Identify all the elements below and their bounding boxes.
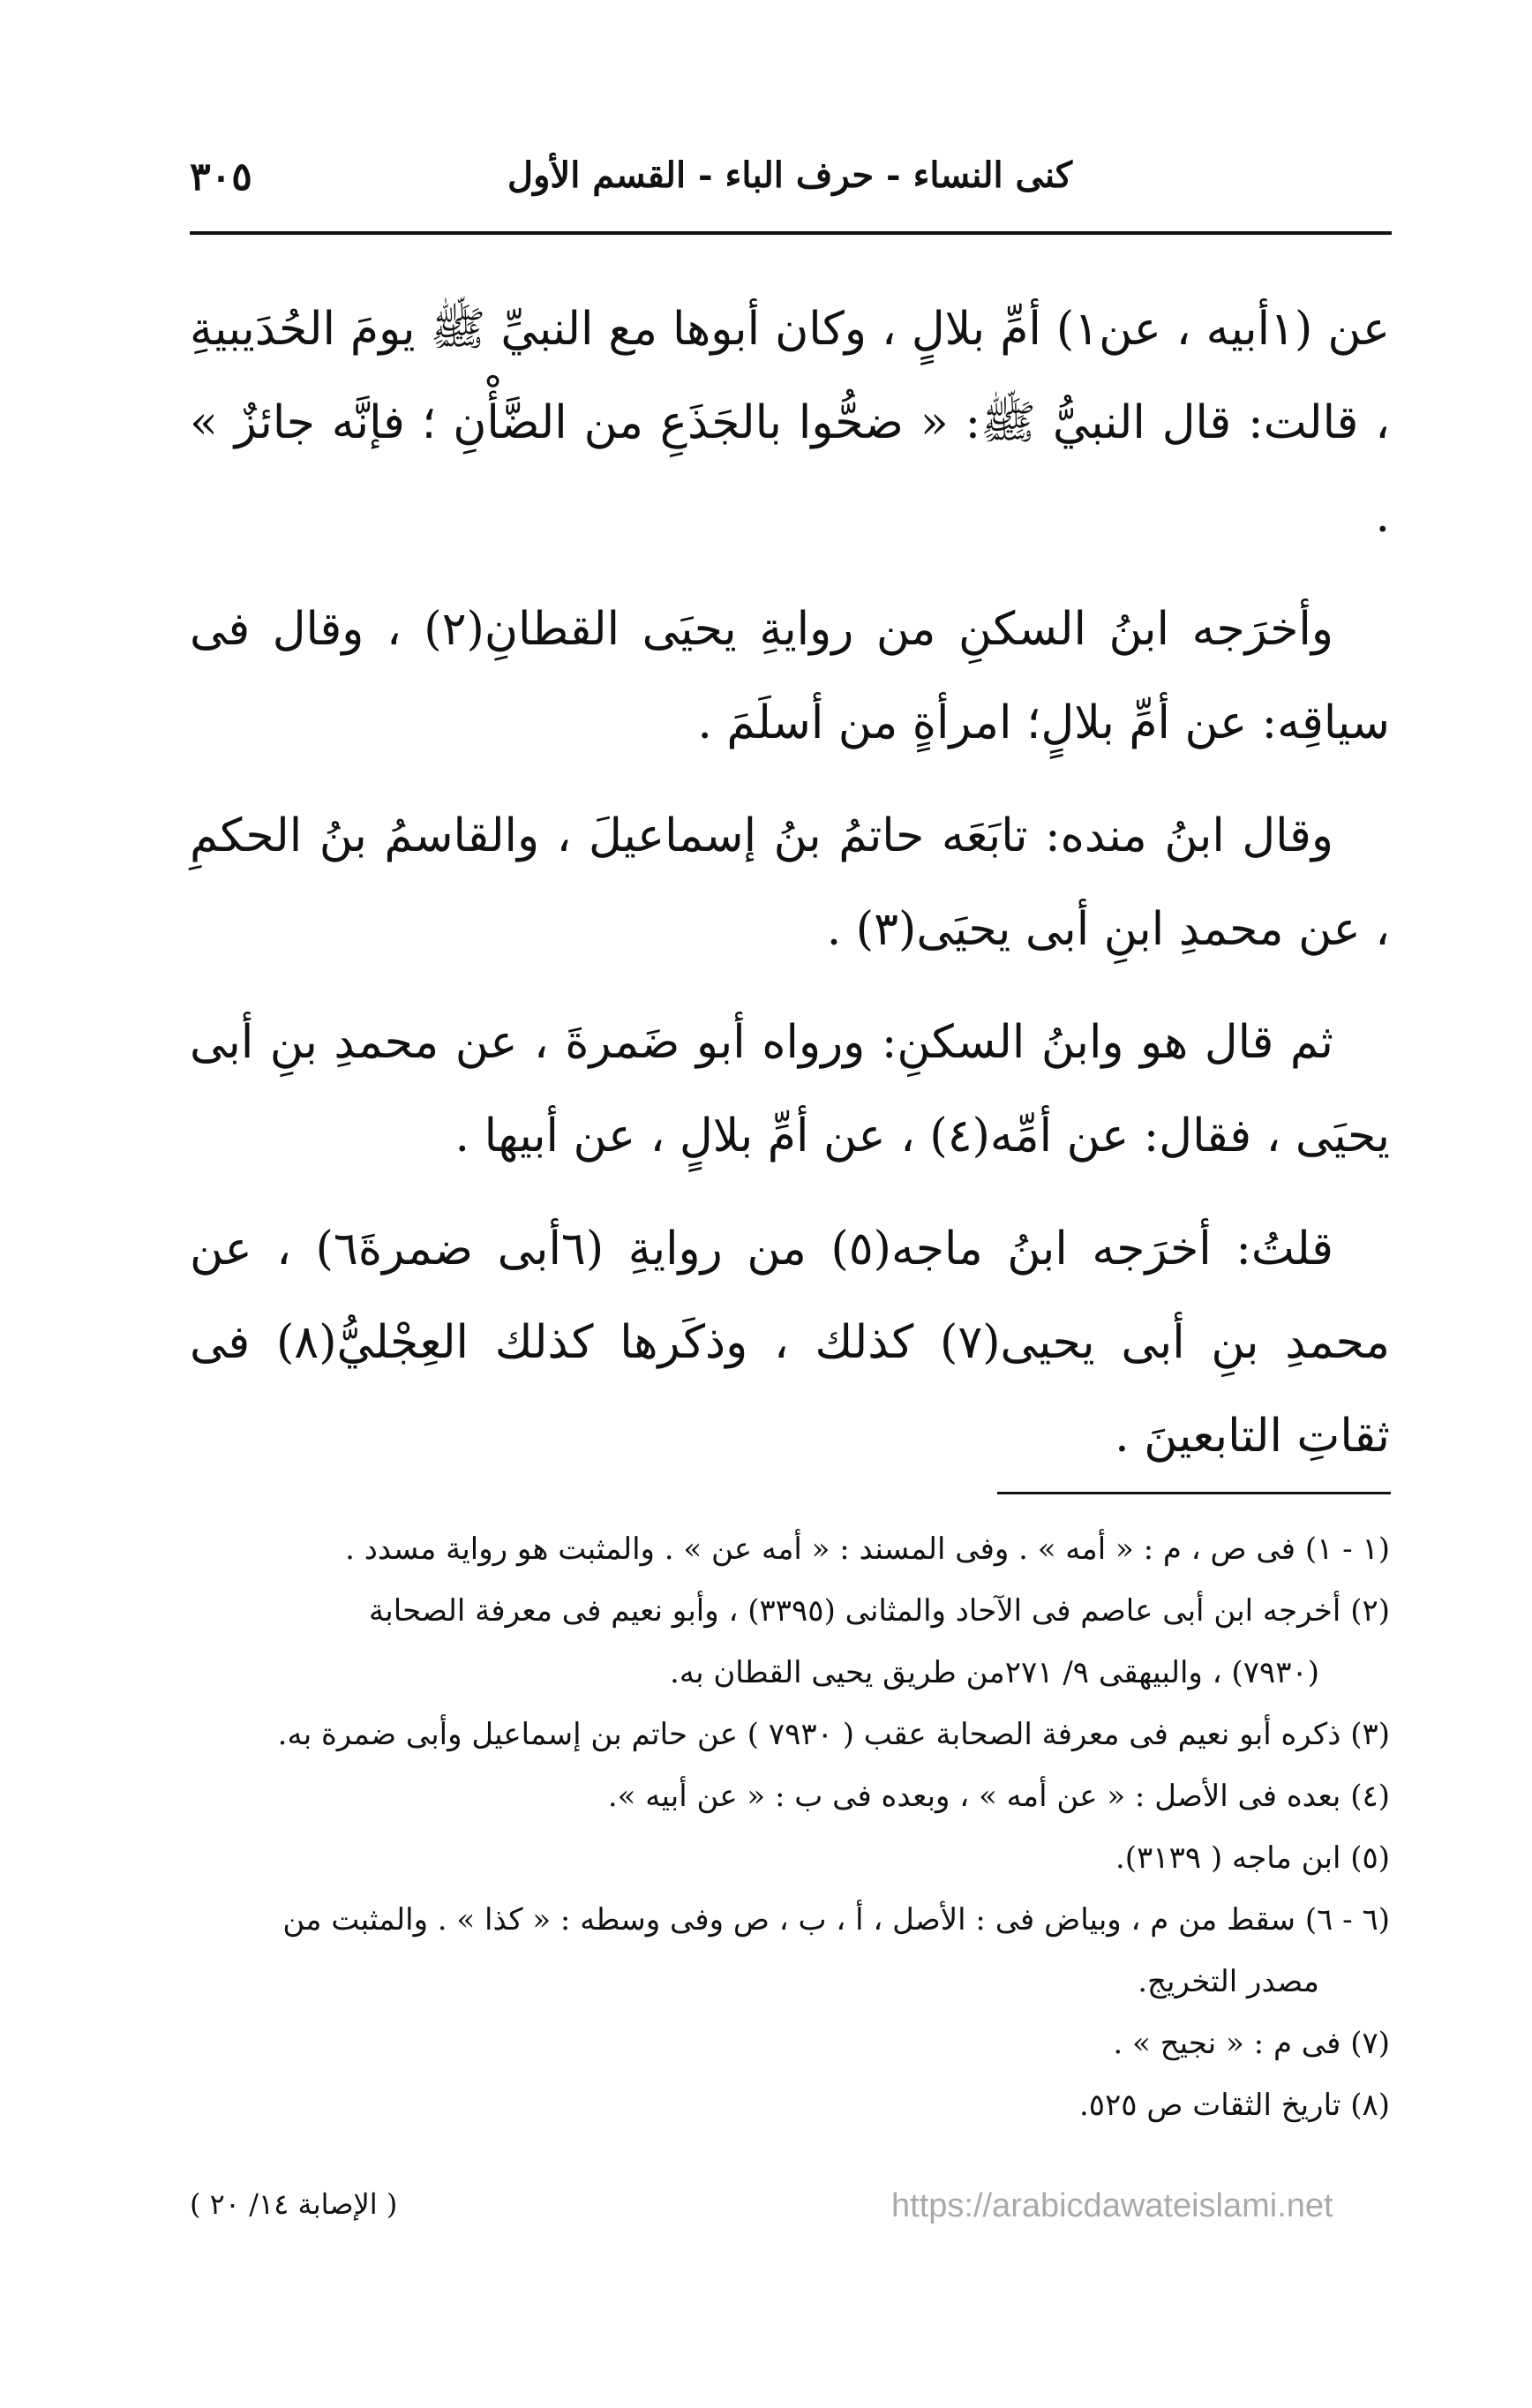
footnote-5: (٥) ابن ماجه ( ٣١٣٩). [1115, 1840, 1390, 1876]
footnote-6-continued: مصدر التخريج. [1138, 1964, 1319, 1999]
paragraph-3: وقال ابنُ منده: تابَعَه حاتمُ بنُ إسماعيلَ ، والقاسمُ بنُ الحكمِ ، عن محمدِ ابنِ أبى يحيَى(٣) . [190, 809, 1390, 956]
footnote-2: (٢) أخرجه ابن أبى عاصم فى الآحاد والمثانى (٣٣٩٥) ، وأبو نعيم فى معرفة الصحابة [369, 1593, 1390, 1629]
paragraph-4: ثم قال هو وابنُ السكنِ: ورواه أبو ضَمرةَ ، عن محمدِ بنِ أبى يحيَى ، فقال: عن أمِّه(٤) ، عن أمِّ بلالٍ ، عن أبيها . [190, 1016, 1390, 1163]
running-header [190, 154, 1390, 216]
footnotes [190, 1518, 1390, 2136]
paragraph-5: قلتُ: أخرَجه ابنُ ماجه(٥) من روايةِ (٦أبى ضمرةَ٦) ، عن محمدِ بنِ أبى يحيى(٧) كذلك ، وذكَرها كذلك العِجْليُّ(٨) فى ثقاتِ التابعينَ . [190, 1223, 1391, 1463]
header-divider [190, 231, 1392, 235]
footnote-6: (٦ - ٦) سقط من م ، وبياض فى : الأصل ، أ ، ب ، ص وفى وسطه : « كذا » . والمثبت من [282, 1902, 1390, 1938]
page-number: ٣٠٥ [190, 154, 252, 199]
footnote-divider [997, 1492, 1391, 1494]
footnote-1: (١ - ١) فى ص ، م : « أمه » . وفى المسند : « أمه عن » . والمثبت هو رواية مسدد . [345, 1531, 1390, 1567]
header-title: كنى النساء - حرف الباء - القسم الأول [507, 154, 1072, 196]
paragraph-1: عن (١أبيه ، عن١) أمِّ بلالٍ ، وكان أبوها مع النبيِّ ﷺ يومَ الحُدَيبيةِ ، قالت: قال النبيُّ ﷺ: « ضحُّوا بالجَذَعِ من الضَّأْنِ ؛ فإنَّه جائزٌ » . [190, 303, 1390, 543]
footnote-7: (٧) فى م : « نجيح » . [1113, 2026, 1390, 2061]
watermark-url: https://arabicdawateislami.net [891, 2187, 1333, 2224]
footnote-8: (٨) تاريخ الثقات ص ٥٢٥. [1078, 2088, 1390, 2123]
footnote-3: (٣) ذكره أبو نعيم فى معرفة الصحابة عقب ( ٧٩٣٠ ) عن حاتم بن إسماعيل وأبى ضمرة به. [277, 1717, 1390, 1752]
paragraph-2: وأخرَجه ابنُ السكنِ من روايةِ يحيَى القطانِ(٢) ، وقال فى سياقِه: عن أمِّ بلالٍ؛ امرأةٍ من أسلَمَ . [190, 603, 1390, 749]
main-text [190, 282, 1390, 1502]
footnote-4: (٤) بعده فى الأصل : « عن أمه » ، وبعده فى ب : « عن أبيه ». [607, 1779, 1390, 1814]
footnote-2-continued: (٧٩٣٠) ، والبيهقى ٩/ ٢٧١من طريق يحيى القطان به. [670, 1655, 1319, 1690]
source-reference: ( الإصابة ١٤/ ٢٠ ) [190, 2187, 398, 2221]
